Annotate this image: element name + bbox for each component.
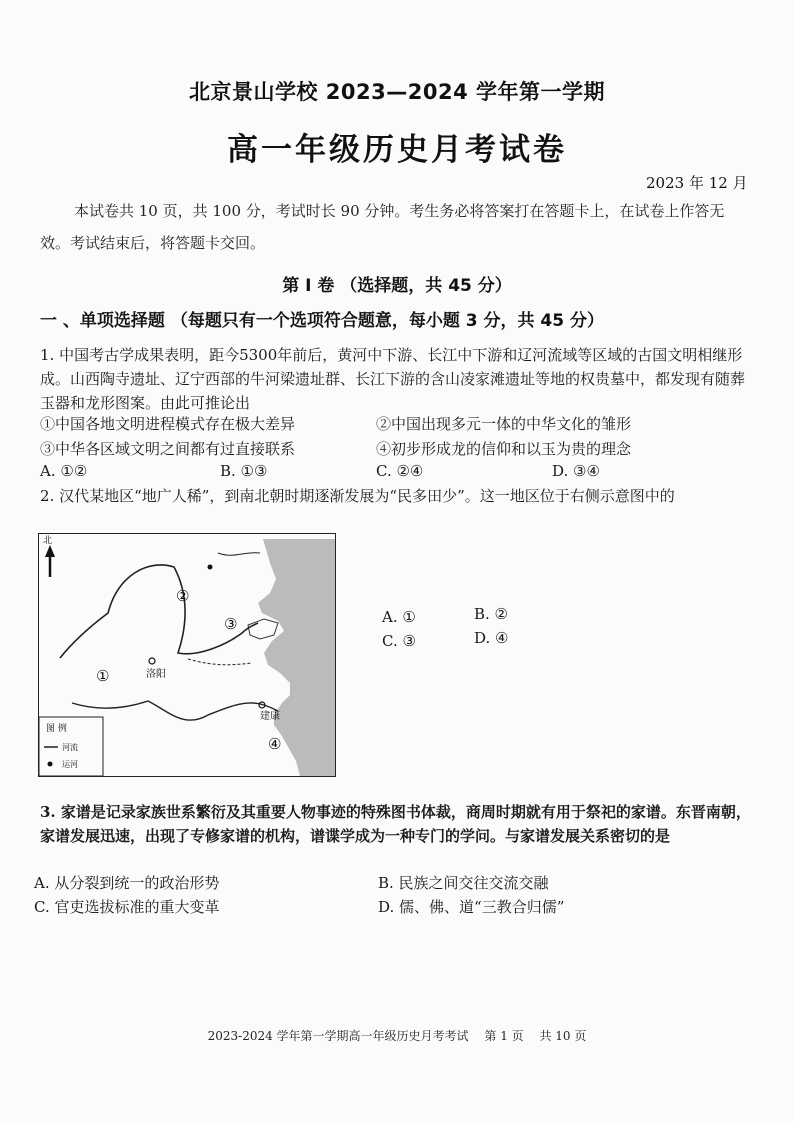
marker-3: ③: [224, 615, 238, 633]
question-2-stem: 2. 汉代某地区“地广人稀”，到南北朝时期逐渐发展为“民多田少”。这一地区位于右侧示意图中的: [40, 487, 675, 505]
exam-title: 高一年级历史月考试卷: [227, 132, 567, 168]
luoyang-dot: [149, 658, 155, 664]
question-3-option-c[interactable]: C. 官吏选拔标准的重大变革: [34, 898, 220, 916]
question-1-statement-1: ①中国各地文明进程模式存在极大差异: [40, 415, 296, 433]
question-3-stem: 3. 家谱是记录家族世系繁衍及其重要人物事迹的特殊图书体裁，商周时期就有用于祭祀的家谱。东晋南朝，家谱发展迅速，出现了专修家谱的机构，谱谍学成为一种专门的学问。与家谱发展关系密切的是: [40, 803, 751, 845]
question-2-option-d[interactable]: D. ④: [474, 629, 509, 647]
part-title: 第 Ⅰ 卷 （选择题，共 45 分）: [282, 276, 512, 296]
city-jiankang: 建康: [260, 711, 280, 722]
question-1-option-d[interactable]: D. ③④: [552, 462, 600, 480]
legend-canal-swatch: [48, 762, 53, 767]
question-1-statement-2: ②中国出现多元一体的中华文化的雏形: [376, 415, 632, 433]
question-1-stem: 1. 中国考古学成果表明，距今5300年前后，黄河中下游、长江中下游和辽河流域等区域的古国文明相继形成。山西陶寺遗址、辽宁西部的牛河梁遗址群、长江下游的含山凌家滩遗址等地的权贵墓中，都发现有随葬玉器和龙形图案。由此可推论出: [40, 346, 746, 412]
northern-city-dot: [208, 565, 213, 570]
legend-river: 河流: [62, 743, 78, 752]
page-footer: [0, 1027, 794, 1044]
section-title: 一 、单项选择题 （每题只有一个选项符合题意，每小题 3 分，共 45 分）: [40, 311, 604, 331]
school-header: 北京景山学校 2023—2024 学年第一学期: [188, 80, 605, 104]
northern-line: [218, 553, 260, 556]
footer-total-pages: 共 10 页: [539, 1029, 587, 1043]
city-luoyang: 洛阳: [146, 669, 166, 680]
yellow-river: [60, 565, 258, 658]
north-label: 北: [43, 536, 53, 546]
legend-title: 图 例: [46, 724, 67, 734]
legend-canal: 运河: [62, 760, 78, 769]
question-1-option-a[interactable]: A. ①②: [40, 462, 88, 480]
footer-page-number: 第 1 页: [484, 1029, 524, 1043]
marker-2: ②: [176, 587, 190, 605]
footer-exam-name: 2023-2024 学年第一学期高一年级历史月考考试: [207, 1029, 469, 1043]
north-arrow-icon: [45, 545, 55, 557]
question-1-option-c[interactable]: C. ②④: [376, 462, 424, 480]
question-1-option-b[interactable]: B. ①③: [220, 462, 268, 480]
question-2-map: [38, 533, 336, 777]
canal: [188, 659, 252, 665]
question-2-option-b[interactable]: B. ②: [474, 605, 509, 623]
exam-instructions: 本试卷共 10 页，共 100 分，考试时长 90 分钟。考生务必将答案打在答题卡上，在试卷上作答无效。考试结束后，将答题卡交回。: [40, 202, 725, 252]
question-1-statement-3: ③中华各区域文明之间都有过直接联系: [40, 440, 296, 458]
question-3-option-d[interactable]: D. 儒、佛、道“三教合归儒”: [378, 898, 565, 916]
question-3-option-b[interactable]: B. 民族之间交往交流交融: [378, 874, 549, 892]
question-1-statement-4: ④初步形成龙的信仰和以玉为贵的理念: [376, 440, 632, 458]
marker-4: ④: [268, 735, 282, 753]
question-2-option-a[interactable]: A. ①: [382, 608, 416, 626]
shandong-peninsula: [248, 619, 278, 639]
question-2-option-c[interactable]: C. ③: [382, 632, 416, 650]
marker-1: ①: [96, 667, 110, 685]
map-drawing: [38, 533, 336, 777]
exam-date: 2023 年 12 月: [646, 174, 748, 192]
question-3-option-a[interactable]: A. 从分裂到统一的政治形势: [34, 874, 220, 892]
